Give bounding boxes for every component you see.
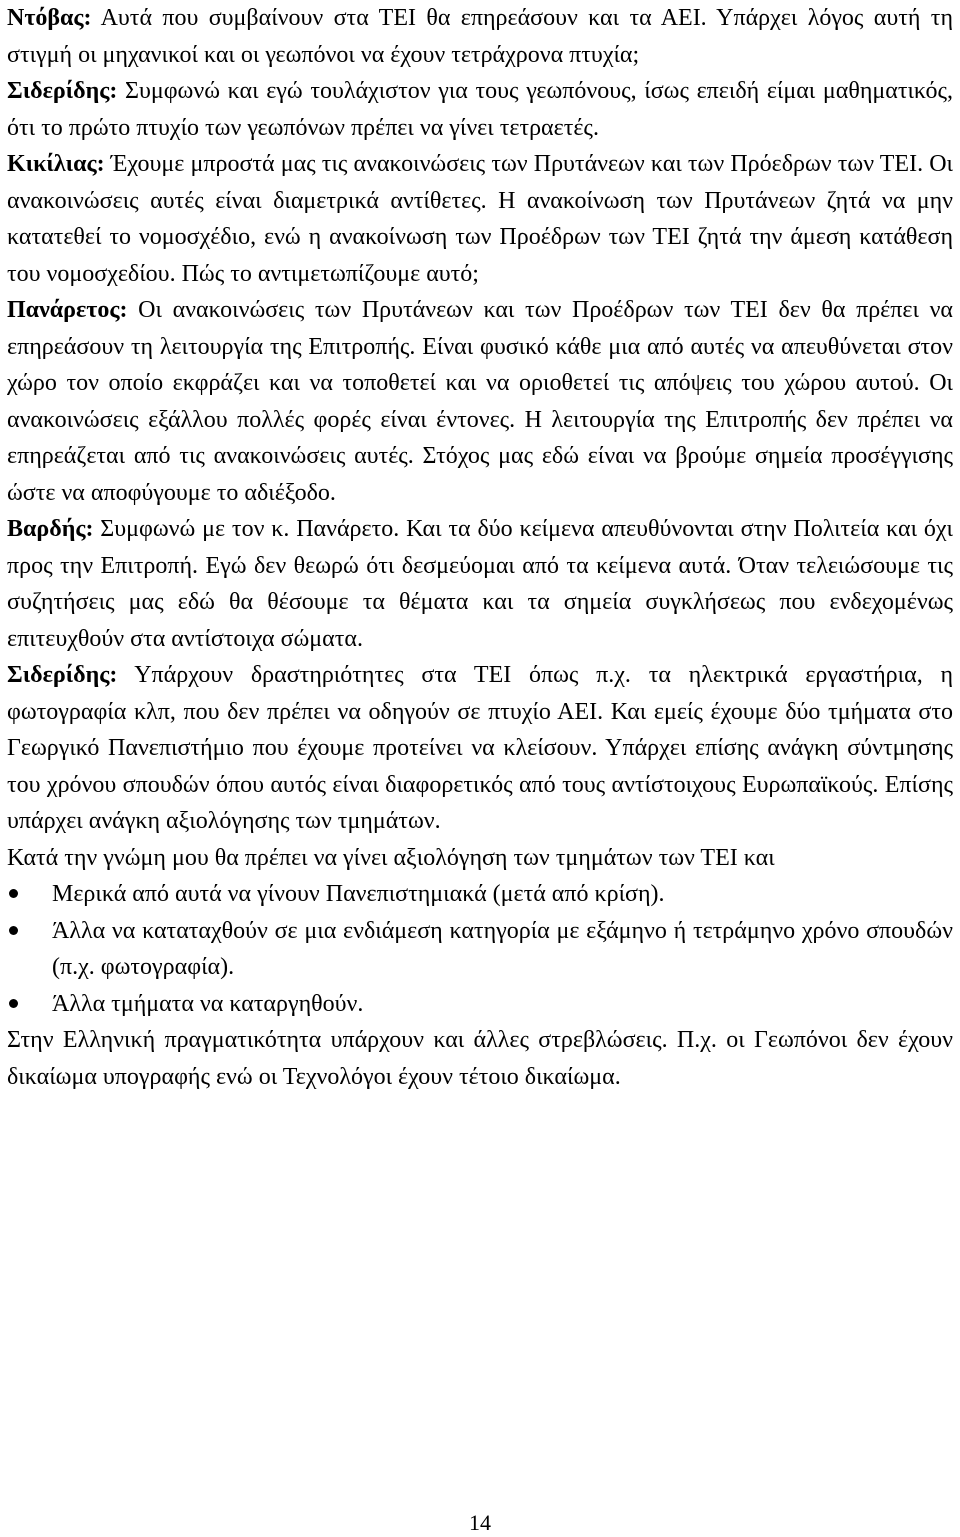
bullet-list	[7, 876, 953, 1022]
speaker-name: Σιδερίδης:	[7, 78, 118, 104]
list-item-text: Άλλα να καταταχθούν σε μια ενδιάμεση κατηγορία με εξάμηνο ή τετράμηνο χρόνο σπουδών (π.χ. φωτογραφία).	[52, 917, 953, 980]
speaker-name: Σιδερίδης:	[7, 662, 118, 688]
paragraph-sideridis-1	[7, 73, 953, 146]
paragraph-vardis	[7, 511, 953, 657]
paragraph-text: Συμφωνώ με τον κ. Πανάρετο. Και τα δύο κείμενα απευθύνονται στην Πολιτεία και όχι προς την Επιτροπή. Εγώ δεν θεωρώ ότι δεσμεύομαι από τα κείμενα αυτά. Όταν τελειώσουμε τις συζητήσεις μας εδώ θα θέσουμε τα θέματα και τα σημεία συγκλήσεως που ενδεχομένως επιτευχθούν στα αντίστοιχα σώματα.	[7, 516, 953, 652]
paragraph-opinion	[7, 840, 953, 877]
speaker-name: Κικίλιας:	[7, 151, 105, 177]
bullet-icon	[9, 889, 18, 898]
list-item	[7, 913, 953, 986]
paragraph-closing: Στην Ελληνική πραγματικότητα υπάρχουν και άλλες στρεβλώσεις. Π.χ. οι Γεωπόνοι δεν έχουν δικαίωμα υπογραφής ενώ οι Τεχνολόγοι έχουν τέτοιο δικαίωμα.	[7, 1027, 953, 1090]
list-item	[7, 876, 953, 913]
paragraph-sideridis-2	[7, 657, 953, 840]
speaker-name: Πανάρετος:	[7, 297, 128, 323]
paragraph-dovas	[7, 0, 953, 73]
document-page	[7, 0, 953, 1095]
list-item-text: Άλλα τμήματα να καταργηθούν.	[52, 990, 364, 1017]
list-item-text: Μερικά από αυτά να γίνουν Πανεπιστημιακά (μετά από κρίση).	[52, 881, 665, 907]
paragraph-kikilias	[7, 146, 953, 292]
paragraph-text: Έχουμε μπροστά μας τις ανακοινώσεις των Πρυτάνεων και των Πρόεδρων των ΤΕΙ. Οι ανακοινώσεις αυτές είναι διαμετρικά αντίθετες. Η ανακοίνωση των Πρυτάνεων ζητά να μην κατατεθεί το νομοσχέδιο, ενώ η ανακοίνωση των Προέδρων των ΤΕΙ ζητά την άμεση κατάθεση του νομοσχεδίου. Πώς το αντιμετωπίζουμε αυτό;	[7, 151, 953, 287]
paragraph-text: Συμφωνώ και εγώ τουλάχιστον για τους γεωπόνους, ίσως επειδή είμαι μαθηματικός, ότι το πρώτο πτυχίο των γεωπόνων πρέπει να γίνει τετραετές.	[7, 78, 953, 141]
list-item	[7, 986, 953, 1023]
paragraph-panaretos	[7, 292, 953, 511]
speaker-name: Ντόβας:	[7, 5, 92, 31]
bullet-icon	[9, 999, 18, 1008]
paragraph-text: Οι ανακοινώσεις των Πρυτάνεων και των Προέδρων των ΤΕΙ δεν θα πρέπει να επηρεάσουν τη λειτουργία της Επιτροπής. Είναι φυσικό κάθε μια από αυτές να απευθύνεται στον χώρο τον οποίο εκφράζει και να τοποθετεί και να οριοθετεί τις απόψεις του χώρου αυτού. Οι ανακοινώσεις εξάλλου πολλές φορές είναι έντονες. Η λειτουργία της Επιτροπής δεν πρέπει να επηρεάζεται από τις ανακοινώσεις αυτές. Στόχος μας εδώ είναι να βρούμε σημεία προσέγγισης ώστε να αποφύγουμε το αδιέξοδο.	[7, 297, 953, 506]
paragraph-text: Υπάρχουν δραστηριότητες στα ΤΕΙ όπως π.χ. τα ηλεκτρικά εργαστήρια, η φωτογραφία κλπ, που δεν πρέπει να οδηγούν σε πτυχίο ΑΕΙ. Και εμείς έχουμε δύο τμήματα στο Γεωργικό Πανεπιστήμιο που έχουμε προτείνει να κλείσουν. Υπάρχει επίσης ανάγκη σύντμησης του χρόνου σπουδών όπου αυτός είναι διαφορετικός από τους αντίστοιχους Ευρωπαϊκούς. Επίσης υπάρχει ανάγκη αξιολόγησης των τμημάτων.	[7, 662, 953, 834]
page-number: 14	[469, 1510, 491, 1535]
speaker-name: Βαρδής:	[7, 516, 94, 542]
paragraph-text: Κατά την γνώμη μου θα πρέπει να γίνει αξιολόγηση των τμημάτων των ΤΕΙ και	[7, 844, 775, 871]
bullet-icon	[9, 926, 18, 935]
paragraph-text: Αυτά που συμβαίνουν στα ΤΕΙ θα επηρεάσουν και τα ΑΕΙ. Υπάρχει λόγος αυτή τη στιγμή οι μηχανικοί και οι γεωπόνοι να έχουν τετράχρονα πτυχία;	[7, 5, 953, 68]
